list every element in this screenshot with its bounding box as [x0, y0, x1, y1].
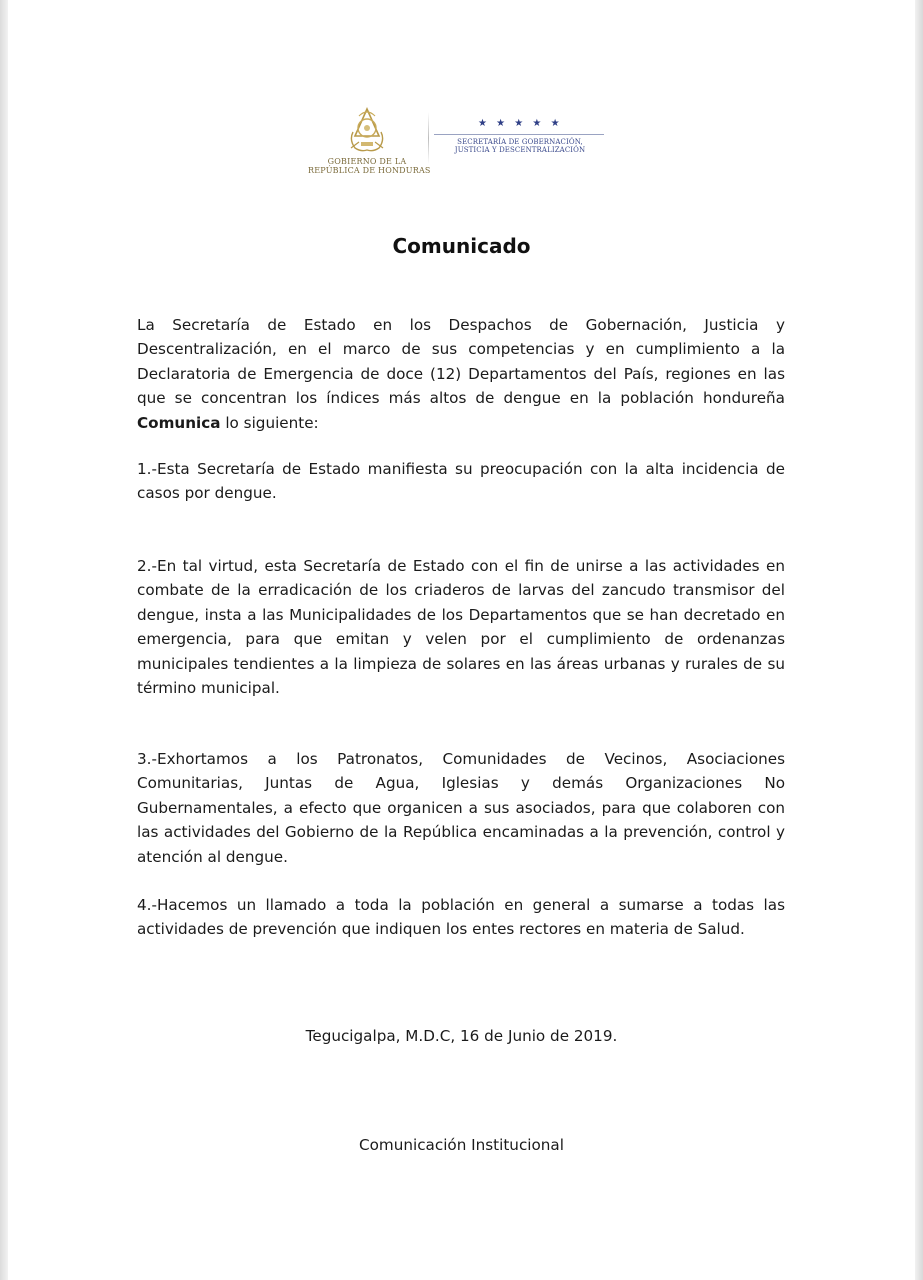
- government-logo: [308, 106, 431, 176]
- place-date: Tegucigalpa, M.D.C, 16 de Junio de 2019.: [305, 1027, 618, 1045]
- secretariat-logo: [434, 118, 606, 158]
- secretariat-logo-line-2: JUSTICIA Y DESCENTRALIZACIÓN: [454, 146, 586, 154]
- page-shadow-left: [0, 0, 8, 1280]
- gov-logo-line-2: REPÚBLICA DE HONDURAS: [308, 166, 431, 175]
- honduras-coat-of-arms-icon: [345, 106, 389, 156]
- logo-divider: [428, 112, 429, 164]
- signature: Comunicación Institucional: [359, 1136, 564, 1154]
- secretariat-logo-line-1: SECRETARÍA DE GOBERNACIÓN,: [457, 138, 583, 146]
- page-shadow-right: [915, 0, 923, 1280]
- stars-icon: ★ ★ ★ ★ ★: [478, 118, 563, 129]
- point-3: 3.-Exhortamos a los Patronatos, Comunidades de Vecinos, Asociaciones Comunitarias, Juntas de Agua, Iglesias y demás Organizaciones No Gubernamentales, a efecto que organicen a sus asociados, para que colaboren con las actividades del Gobierno de la República encaminadas a la prevención, control y atención al dengue.: [137, 750, 785, 866]
- intro-paragraph: [137, 313, 785, 435]
- secretariat-rule: [434, 134, 604, 135]
- document-title: Comunicado: [392, 234, 531, 258]
- intro-text-end: lo siguiente:: [220, 413, 319, 432]
- intro-text-start: La Secretaría de Estado en los Despachos de Gobernación, Justicia y Descentralización, en el marco de sus competencias y en cumplimiento a la Declaratoria de Emergencia de doce (12) Departamentos del País, regiones en las que se concentran los índices más altos de dengue en la población hondureña: [137, 316, 785, 408]
- point-2: 2.-En tal virtud, esta Secretaría de Estado con el fin de unirse a las actividades en combate de la erradicación de los criaderos de larvas del zancudo transmisor del dengue, insta a las Municipalidades de los Departamentos que se han decretado en emergencia, para que emitan y velen por el cumplimiento de ordenanzas municipales tendientes a la limpieza de solares en las áreas urbanas y rurales de su término municipal.: [137, 557, 785, 698]
- point-1: 1.-Esta Secretaría de Estado manifiesta su preocupación con la alta incidencia de casos por dengue.: [137, 460, 785, 503]
- point-4: 4.-Hacemos un llamado a toda la población en general a sumarse a todas las actividades de prevención que indiquen los entes rectores en materia de Salud.: [137, 896, 785, 939]
- intro-bold-word: Comunica: [137, 413, 221, 432]
- gov-logo-line-1: GOBIERNO DE LA: [327, 157, 407, 166]
